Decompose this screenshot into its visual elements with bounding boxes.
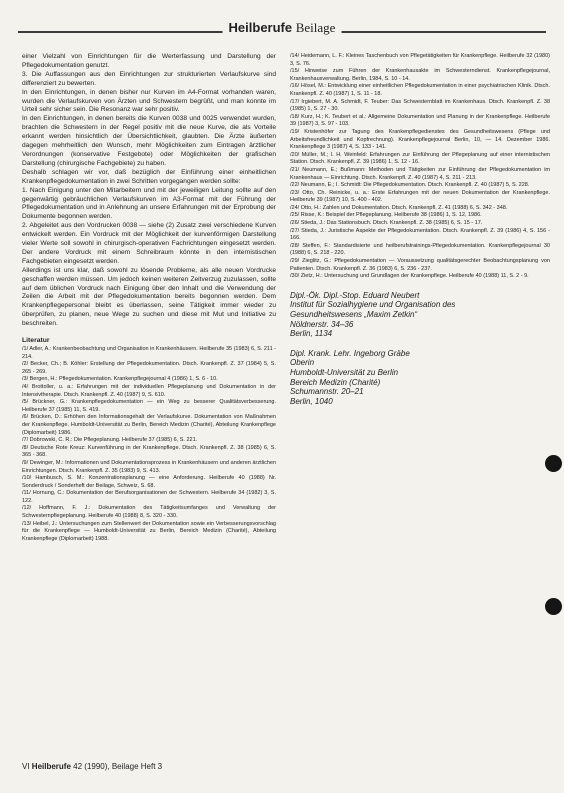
reference-item: /9/ Dewinger, M.: Informationen und Dokumentationsprozess in Krankenhäusern und anderen ärztlichen Einrichtungen. Dtsch. Krankenpfl. Z. 35 (1983) 9, S. 413. (22, 459, 276, 474)
paragraph: Allerdings ist uns klar, daß sowohl zu lösende Probleme, als alle neuen Vordrucke geschaffen werden müssen. Um jedoch keinen weiteren Zeitverzug zuzulassen, sollte auf dem üblichen Vordruck nach Einigung über den Inhalt und die Verwendung der Zeilen die Arbeit mit der Pflegedokumentation bereits begonnen werden. Dem Krankenpflegepersonal bleibt es überlassen, seine Tätigkeit immer wieder zu überprüfen, zu planen, neue Wege zu suchen und diese mit Mut und Initiative zu beschreiten. (22, 266, 276, 328)
reference-item: /2/ Becker, Ch.; B. Köhler: Erstellung der Pflegedokumentation. Dtsch. Krankenpfl. Z. 37 (1984) 5, S. 265 - 269. (22, 361, 276, 375)
header-magazine: Heilberufe (228, 20, 293, 35)
address-line: Nöldnerstr. 34–36 (290, 319, 354, 329)
paragraph: 3. Die Auffassungen aus den Einrichtungen zur strukturierten Verlaufskurve sind differenziert zu bewerten. (22, 70, 276, 87)
address-line: Dipl. Krank. Lehr. Ingeborg Gräbe (290, 348, 410, 358)
reference-item: /25/ Risse, K.: Beispiel der Pflegeplanung. Heilberufe 38 (1986) 1, S. 12, 1986. (290, 212, 482, 219)
reference-item: /30/ Zietz, H.: Untersuchung und Grundlagen der Krankenpflege. Heilberufe 40 (1988) 11, S. 2 - 9. (290, 273, 529, 280)
binder-hole (545, 598, 562, 615)
reference-item: /7/ Dobrowski, C. R.: Die Pflegeplanung. Heilberufe 37 (1985) 6, S. 221. (22, 437, 198, 444)
reference-item: /18/ Kurz, H.; K. Teubert et al.: Allgemeine Dokumentation und Planung in der Krankenpflege. Heilberufe 39 (1987) 3, S. 97 - 103. (290, 113, 550, 128)
reference-item: /5/ Brückner, G.: Krankenpflegedokumentation — ein Weg zu besserer Qualitätsverbesserung. Heilberufe 37 (1985) 11, S. 419. (22, 399, 276, 413)
footer-journal: Heilberufe (31, 762, 71, 771)
left-column (22, 53, 276, 543)
paragraph: 2. Abgeleitet aus den Vordrucken 0038 — siehe (2) Zusatz zwei verschiedene Kurven entwickelt werden. Ein Vordruck mit der Möglichkeit der kurvenförmigen Darstellung vieler Werte soll sowohl in chirurgisch-operativen Fachrichtungen eingesetzt werden. Der andere Vordruck mit einem Schreibraum könnte in den internistischen Fachgebieten eingesetzt werden. (22, 222, 276, 265)
reference-item: /15/ Hinweise zum Führen der Krankenhausakte im Schwesterndienst. Krankenpflegejournal, Krankenhausverwaltung. Berlin, 1984, S. 10 - 14. (290, 68, 550, 82)
reference-item: /17/ Irgiebert, M. A. Schmidt, F. Teuber: Das Schwesternblatt im Krankenhaus. Dtsch. Krankenpfl. Z. 38 (1985) 1, S. 27 - 30. (290, 98, 550, 113)
page-footer (22, 762, 162, 771)
address-line: Bereich Medizin (Charité) (290, 377, 381, 387)
address-line: Berlin, 1040 (290, 396, 333, 406)
header-title (223, 20, 342, 36)
author-address-2 (290, 349, 550, 407)
address-line: Dipl.-Ök. Dipl.-Stop. Eduard Neubert (290, 290, 420, 300)
address-line: Gesundheitswesens „Maxim Zetkin“ (290, 310, 418, 319)
header-section: Beilage (295, 20, 336, 35)
reference-item: /8/ Deutsche Rote Kreuz: Kurvenführung in der Krankenpflege. Dtsch. Krankenpfl. Z. 38 (1985) 6, S. 365 - 368. (22, 444, 276, 459)
paragraph: In den Einrichtungen, in denen bereits die Kurven 0038 und 0025 verwendet wurden, brachten die Schwestern in der Regel positiv mit die neue Kurve, die als Vorteile erkannt werden hinsichtlich der Übersichtlichkeit, glaubten. Die Ärzte äußerten dagegen mehrheitlich den Wunsch, mehr Möglichkeiten zum Eintragen ärztlicher Verordnungen (konservative Festgebote) oder Möglichkeiten der grafischen Darstellung (chirurgische Fachgebiete) zu haben. (22, 115, 276, 167)
reference-item: /23/ Otto, Ch. Reinicke, u. a.: Erste Erfahrungen mit der neuen Dokumentation der Krankenpflege. Heilberufe 39 (1987) 10, S. 400 - 402. (290, 189, 550, 204)
reference-item: /16/ Hösel, M.: Entwicklung einer einheitlichen Pflegedokumentation in einer psychiatrischen Klinik. Dtsch. Krankenpfl. Z. 40 (1987) 1, S. 11 - 18. (290, 83, 550, 97)
page-header (0, 20, 564, 40)
footer-page-number: VI (22, 762, 30, 771)
reference-item: /10/ Hambusch, S. M.: Konzentrationsplanung — eine Anforderung. Heilberufe 40 (1988) Nr. Sonderdruck / Sonderheft der Beilage, Schweiz, S. 68. (22, 475, 276, 489)
reference-item: /13/ Heibel, J.: Untersuchungen zum Stellenwert der Dokumentation sowie ein Verbesserungsvorschlag für die Krankenpflege — Humboldt-Universität zu Berlin, Bereich Medizin (Charité), Abteilung Krankenpflege (Diplomarbeit) 1988. (22, 520, 276, 542)
address-line: Schumannstr. 20–21 (290, 387, 364, 397)
reference-item: /4/ Brottoller, u. a.: Erfahrungen mit der individuellen Pflegeplanung und Dokumentation in der Intensivtherapie. Dtsch. Krankenpfl. Z. 40 (1987) 9, S. 610. (22, 383, 276, 398)
reference-item: /6/ Brücken, D.: Erhöhen den Informationsgehalt der Verlaufskurve. Dokumentation von Maßnahmen der Krankenpflege. Humboldt-Universität zu Berlin, Bereich Medizin (Charité), Abteilung Krankenpflege (Diplomarbeit) 1986. (22, 414, 276, 436)
reference-item: /28/ Steffen, F.: Standardisierte und heilberufstrainings-Pflegedokumentation. Krankenpflegejournal 30 (1988) 6, S. 218 - 220. (290, 242, 550, 257)
footer-issue: 42 (1990), Beilage Heft 3 (73, 762, 163, 771)
reference-item: /22/ Neumann, E.; I. Schmidt: Die Pflegedokumentation. Dtsch. Krankenpfl. Z. 40 (1987) 5, S. 228. (290, 182, 530, 189)
reference-item: /27/ Stieda, J.: Juristische Aspekte der Pflegedokumentation. Dtsch. Krankenpfl. Z. 39 (1986) 4, S. 156 - 166. (290, 227, 550, 242)
reference-item: /21/ Neumann, E.; Bußmann: Methoden und Tätigkeiten zur Einführung der Pflegedokumentation im Krankenhaus — Einrichtung. Dtsch. Krankenpfl. Z. 40 (1987) 4, S. 211 - 213. (290, 166, 550, 181)
paragraph: In den Einrichtungen, in denen bisher nur Kurven im A4-Format vorhanden waren, wurden die Verlaufskurven von Ärzten und Schwestern begrüßt, und man konnte im Urteil sehr sicher sein. Die Resonanz war sehr positiv. (22, 88, 276, 114)
literature-list-right (290, 53, 550, 281)
reference-item: /3/ Bergen, H.: Pflegedokumentation. Krankenpflegejournal 4 (1986) 1, S. 6 - 10. (22, 376, 218, 383)
reference-item: /19/ Kristenhöfer zur Tagung des Krankenpflegedienstes des Gesundheitswesens (Pflege und Arbeitsfreundlichkeit und Kopfrechnung). Krankenpflegejournal Berlin, 10, — 14. Dezember 1986. Krankenpflege 3 (1987) 4, S. 133 - 141. (290, 128, 550, 151)
literature-heading: Literatur (22, 337, 50, 345)
reference-item: /11/ Hornung, C.: Dokumentation der Berufsorganisationen der Schwestern. Heilberufe 34 (1982) 3, S. 122. (22, 490, 276, 504)
paragraph: 1. Nach Einigung unter den Mitarbeitern und mit der jeweiligen Leitung sollte auf den gegenwärtig gebräuchlichen Verlaufskurven im A3-Format mit der Führung der Pflegedokumentation und in Anlehnung an unsere Erfahrungen mit der Erprobung der Dokumente begonnen werden. (22, 186, 276, 221)
paragraph: einer Vielzahl von Einrichtungen für die Werterfassung und Darstellung der Pflegedokumentation genutzt. (22, 53, 276, 69)
right-column (290, 53, 550, 406)
paragraph: Deshalb schlagen wir vor, daß bezüglich der Einführung einer einheitlichen Krankenpflegedokumentation in zwei Schritten vorgegangen werden sollte: (22, 168, 276, 185)
address-line: Oberin (290, 358, 315, 368)
reference-item: /20/ Müller, M.; I. H. Weinfeld: Erfahrungen zur Einführung der Pflegeplanung auf einer internistischen Station. Dtsch. Krankenpfl. Z. 39 (1986) 1, S. 12 - 16. (290, 151, 550, 166)
address-line: Berlin, 1134 (290, 329, 333, 339)
reference-item: /26/ Stieda, J.: Das Stationsbuch. Dtsch. Krankenpfl. Z. 38 (1985) 6, S. 15 - 17. (290, 220, 483, 227)
address-line: Humboldt-Universität zu Berlin (290, 367, 399, 377)
reference-item: /29/ Zieglitz, G.: Pflegedokumentation — Voraussetzung qualitätsgerechter Beobachtungsplanung von Patienten. Dtsch. Krankenpfl. Z. 36 (1983) 6, S. 236 - 237. (290, 258, 550, 272)
reference-item: /1/ Adler, A.: Krankenbeobachtung und Organisation in Krankenhäusern. Heilberufe 35 (1983) 6, S. 211 - 214. (22, 346, 276, 360)
reference-item: /12/ Hoffmann, F. J.: Dokumentation des Tätigkeitsumfanges und Verwaltung der Schwesternpflegeplanung. Heilberufe 40 (1988) 8, S. 320 - 330. (22, 505, 276, 520)
reference-item: /24/ Otto, H.: Zahlen und Dokumentation. Dtsch. Krankenpfl. Z. 41 (1988) 6, S. 342 - 348. (290, 204, 508, 211)
author-address-1 (290, 291, 550, 339)
reference-item: /14/ Heidemann, L. F.: Kleines Taschenbuch von Pflegetätigkeiten für Krankenpflege. Heilberufe 32 (1980) 3, S. 76. (290, 53, 550, 67)
address-line: Institut für Sozialhygiene und Organisation des (290, 300, 456, 310)
binder-hole (545, 455, 562, 472)
literature-list-left (22, 346, 276, 543)
